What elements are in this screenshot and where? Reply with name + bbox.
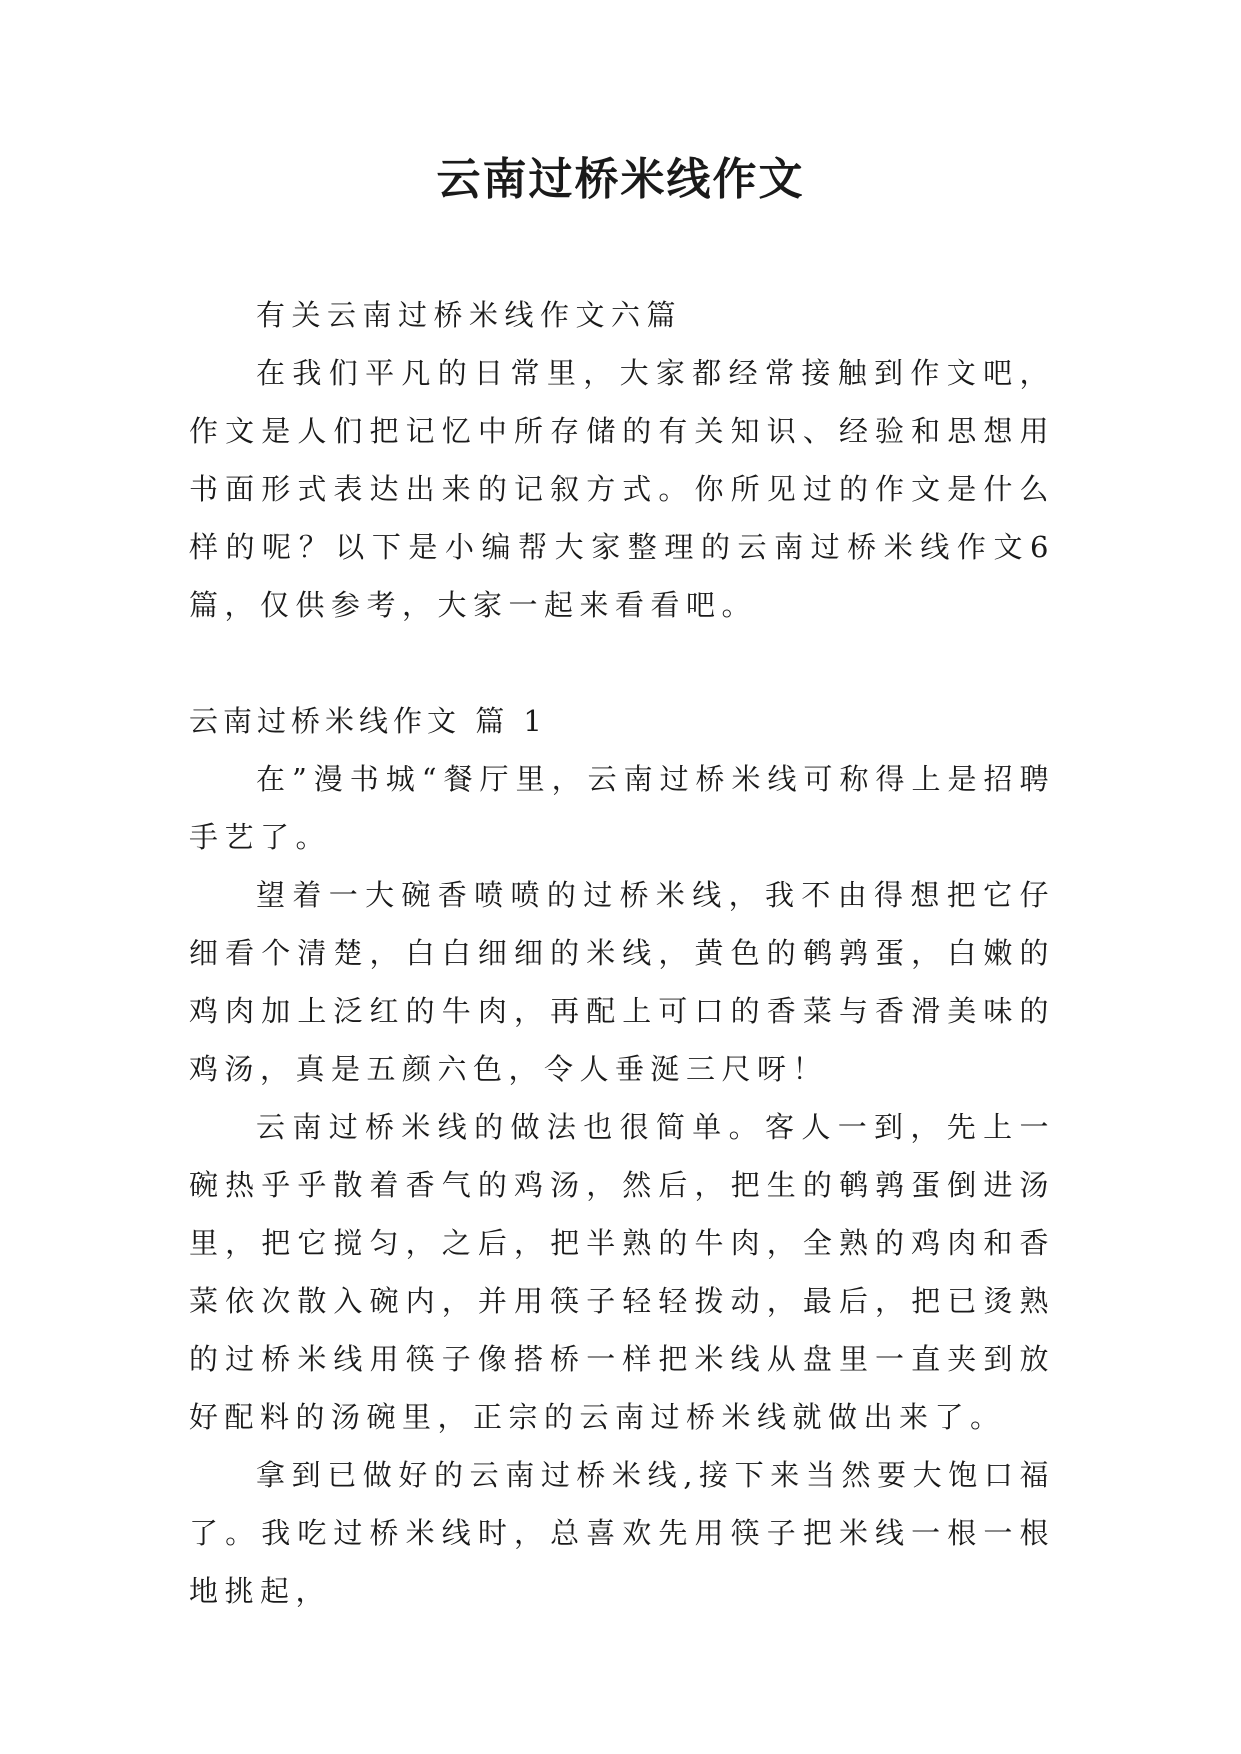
paragraph: 拿到已做好的云南过桥米线,接下来当然要大饱口福了。我吃过桥米线时，总喜欢先用筷子把米线一根一根地挑起， — [189, 1458, 1055, 1608]
section-heading: 云南过桥米线作文 篇 1 — [189, 704, 547, 738]
paragraph: 在”漫书城“餐厅里，云南过桥米线可称得上是招聘手艺了。 — [189, 762, 1055, 854]
document-body — [189, 286, 1055, 1620]
paragraph: 云南过桥米线的做法也很简单。客人一到，先上一碗热乎乎散着香气的鸡汤，然后，把生的鹌鹑蛋倒进汤里，把它搅匀，之后，把半熟的牛肉，全熟的鸡肉和香菜依次散入碗内，并用筷子轻轻拨动，最后，把已烫熟的过桥米线用筷子像搭桥一样把米线从盘里一直夹到放好配料的汤碗里，正宗的云南过桥米线就做出来了。 — [189, 1110, 1055, 1434]
section-spacer — [189, 634, 1055, 692]
paragraph: 望着一大碗香喷喷的过桥米线，我不由得想把它仔细看个清楚，白白细细的米线，黄色的鹌鹑蛋，白嫩的鸡肉加上泛红的牛肉，再配上可口的香菜与香滑美味的鸡汤，真是五颜六色，令人垂涎三尺呀！ — [189, 878, 1055, 1086]
subtitle: 有关云南过桥米线作文六篇 — [256, 298, 683, 332]
document-title: 云南过桥米线作文 — [436, 154, 805, 205]
intro-paragraph: 在我们平凡的日常里，大家都经常接触到作文吧，作文是人们把记忆中所存储的有关知识、经验和思想用书面形式表达出来的记叙方式。你所见过的作文是什么样的呢？以下是小编帮大家整理的云南过桥米线作文6篇，仅供参考，大家一起来看看吧。 — [189, 356, 1055, 622]
